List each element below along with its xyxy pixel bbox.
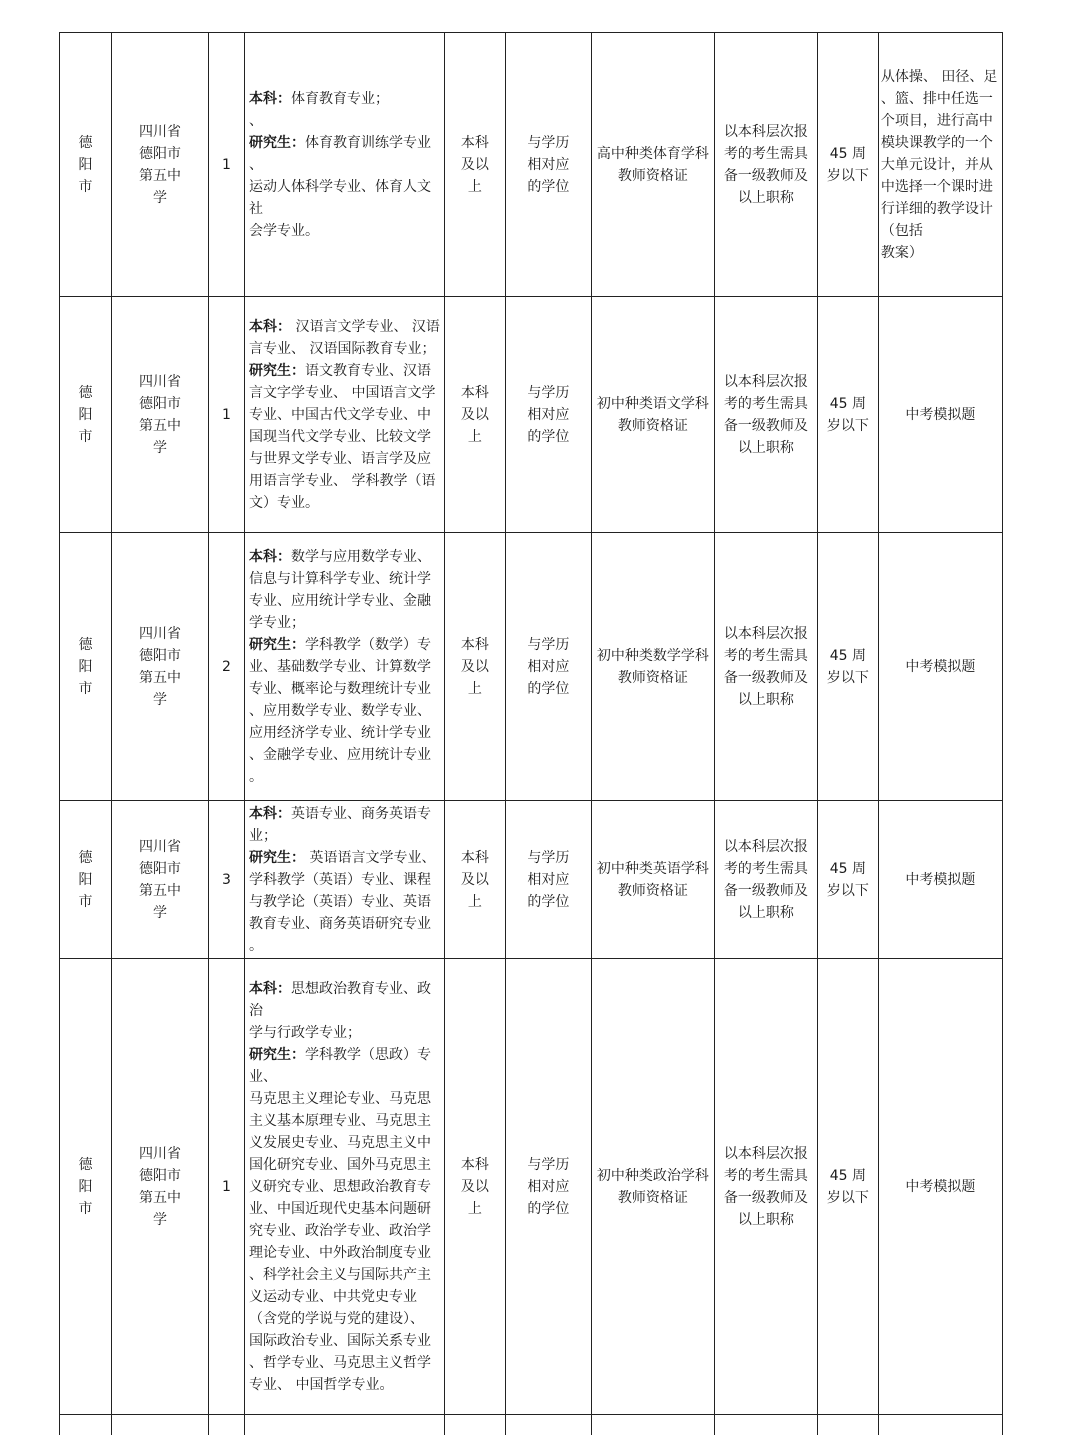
exam-method-cell <box>878 33 1002 297</box>
certificate-line: 教师资格证 <box>617 669 688 686</box>
certificate-line: 初中种类英语学科 <box>596 860 709 877</box>
school-cell <box>112 959 209 1415</box>
major-line: 义运动专业、中共党史专业 <box>249 1288 417 1305</box>
table-row <box>60 33 1003 297</box>
city-line: 阳 <box>78 871 93 888</box>
age-cell <box>817 297 878 533</box>
title-line: 以本科层次报 <box>723 838 808 855</box>
major-line: 言文字学专业、 中国语言文学 <box>249 384 436 401</box>
major-line: 、 <box>249 156 263 173</box>
major-line: 、金融学专业、应用统计专业 <box>249 746 431 763</box>
exam-method-cell <box>878 533 1002 801</box>
certificate-line: 初中种类数学学科 <box>596 647 709 664</box>
count-cell: 1 <box>209 297 245 533</box>
major-line: 学专业； <box>249 614 305 631</box>
education-line: 上 <box>467 1200 482 1217</box>
major-line: 主义基本原理专业、马克思主 <box>249 1112 431 1129</box>
major-line: 教育专业、商务英语研究专业 <box>249 915 431 932</box>
major-line: （含党的学说与党的建设）、 <box>249 1310 424 1327</box>
school-line: 第五中 <box>139 167 181 184</box>
certificate-cell <box>591 33 714 297</box>
method-line: 中考模拟题 <box>905 406 976 423</box>
degree-line: 的学位 <box>527 680 570 697</box>
education-cell <box>444 297 505 533</box>
degree-line: 的学位 <box>527 893 570 910</box>
method-line: 行详细的教学设计 <box>880 200 993 217</box>
school-line: 四川省 <box>139 373 181 390</box>
degree-line: 相对应 <box>527 1178 570 1195</box>
age-line: 45 周 <box>829 860 867 877</box>
major-line: 。 <box>249 768 263 785</box>
education-line: 上 <box>467 680 482 697</box>
method-line: （包括 <box>880 222 923 239</box>
school-line: 四川省 <box>139 123 181 140</box>
method-line: 从体操、 田径、足 <box>880 68 998 85</box>
school-line: 学 <box>153 1211 167 1228</box>
school-line: 德阳市 <box>139 395 181 412</box>
certificate-line: 初中种类语文学科 <box>596 395 709 412</box>
age-line: 岁以下 <box>826 167 869 184</box>
school-line: 德阳市 <box>139 145 181 162</box>
education-line: 本科 <box>460 849 489 866</box>
major-line: 本科：数学与应用数学专业、 <box>249 548 431 565</box>
school-line: 第五中 <box>139 417 181 434</box>
city-cell <box>60 533 112 801</box>
degree-line: 与学历 <box>527 1156 570 1173</box>
major-cell <box>245 297 445 533</box>
certificate-line: 教师资格证 <box>617 167 688 184</box>
school-line: 四川省 <box>139 625 181 642</box>
title-line: 备一级教师及 <box>723 669 808 686</box>
degree-line: 与学历 <box>527 849 570 866</box>
school-cell <box>112 533 209 801</box>
degree-line: 与学历 <box>527 384 570 401</box>
education-line: 及以 <box>460 658 489 675</box>
empty-cell <box>878 1415 1002 1436</box>
age-line: 岁以下 <box>826 417 869 434</box>
city-line: 德 <box>78 134 93 151</box>
school-line: 德阳市 <box>139 860 181 877</box>
count-cell: 2 <box>209 533 245 801</box>
major-line: 治 <box>249 1002 263 1019</box>
method-line: 模块课教学的一个 <box>880 134 993 151</box>
city-line: 市 <box>78 428 93 445</box>
major-line: 专业、 中国哲学专业。 <box>249 1376 394 1393</box>
major-line: 专业、概率论与数理统计专业 <box>249 680 431 697</box>
city-cell <box>60 959 112 1415</box>
major-line: 本科：思想政治教育专业、政 <box>249 980 431 997</box>
major-line: 研究生：学科教学（数学）专 <box>249 636 431 653</box>
title-line: 以上职称 <box>737 1211 794 1228</box>
title-line: 备一级教师及 <box>723 417 808 434</box>
major-level-label: 研究生： <box>249 362 305 379</box>
certificate-cell <box>591 533 714 801</box>
degree-line: 相对应 <box>527 406 570 423</box>
age-line: 45 周 <box>829 647 867 664</box>
age-line: 岁以下 <box>826 669 869 686</box>
degree-cell <box>505 533 591 801</box>
certificate-line: 教师资格证 <box>617 417 688 434</box>
major-level-label: 研究生： <box>249 636 305 653</box>
school-line: 德阳市 <box>139 1167 181 1184</box>
major-line: 、应用数学专业、数学专业、 <box>249 702 431 719</box>
certificate-line: 教师资格证 <box>617 1189 688 1206</box>
title-cell <box>714 533 817 801</box>
major-level-label: 本科： <box>249 548 291 565</box>
degree-line: 与学历 <box>527 636 570 653</box>
education-line: 及以 <box>460 1178 489 1195</box>
major-line: 研究生： 英语语言文学专业、 <box>249 849 436 866</box>
education-line: 及以 <box>460 156 489 173</box>
education-line: 及以 <box>460 871 489 888</box>
education-line: 本科 <box>460 134 489 151</box>
city-line: 德 <box>78 1156 93 1173</box>
education-line: 上 <box>467 893 482 910</box>
certificate-cell <box>591 297 714 533</box>
title-line: 以上职称 <box>737 439 794 456</box>
major-level-label: 研究生： <box>249 1046 305 1063</box>
exam-method-cell <box>878 959 1002 1415</box>
certificate-cell <box>591 801 714 959</box>
age-cell <box>817 33 878 297</box>
degree-cell <box>505 959 591 1415</box>
city-line: 德 <box>78 849 93 866</box>
city-line: 市 <box>78 1200 93 1217</box>
major-line: 研究生：学科教学（思政）专 <box>249 1046 431 1063</box>
major-line: 义研究专业、思想政治教育专 <box>249 1178 431 1195</box>
empty-cell <box>505 1415 591 1436</box>
major-cell <box>245 801 445 959</box>
degree-cell <box>505 33 591 297</box>
school-cell <box>112 801 209 959</box>
major-line: 研究生：体育教育训练学专业 <box>249 134 431 151</box>
major-line: 研究生：语文教育专业、汉语 <box>249 362 431 379</box>
recruitment-table <box>59 32 1003 1435</box>
school-line: 第五中 <box>139 1189 181 1206</box>
table-row <box>60 297 1003 533</box>
education-line: 本科 <box>460 636 489 653</box>
education-cell <box>444 533 505 801</box>
method-line: 中选择一个课时进 <box>880 178 993 195</box>
degree-cell <box>505 297 591 533</box>
empty-cell <box>245 1415 445 1436</box>
title-line: 考的考生需具 <box>723 647 808 664</box>
education-cell <box>444 959 505 1415</box>
city-line: 阳 <box>78 1178 93 1195</box>
education-line: 上 <box>467 428 482 445</box>
degree-line: 相对应 <box>527 658 570 675</box>
table-row-partial <box>60 1415 1003 1436</box>
title-line: 考的考生需具 <box>723 395 808 412</box>
certificate-cell <box>591 959 714 1415</box>
major-line: 义发展史专业、马克思主义中 <box>249 1134 431 1151</box>
education-line: 本科 <box>460 1156 489 1173</box>
title-line: 考的考生需具 <box>723 860 808 877</box>
major-line: 与教学论（英语）专业、英语 <box>249 893 431 910</box>
city-line: 德 <box>78 384 93 401</box>
major-line: 与世界文学专业、语言学及应 <box>249 450 431 467</box>
major-line: 文）专业。 <box>249 494 319 511</box>
education-cell <box>444 801 505 959</box>
major-line: 学与行政学专业； <box>249 1024 361 1041</box>
major-line: 国现当代文学专业、比较文学 <box>249 428 431 445</box>
title-line: 以本科层次报 <box>723 373 808 390</box>
major-level-label: 研究生： <box>249 849 305 866</box>
exam-method-cell <box>878 801 1002 959</box>
school-line: 德阳市 <box>139 647 181 664</box>
major-line: 、科学社会主义与国际共产主 <box>249 1266 431 1283</box>
empty-cell <box>209 1415 245 1436</box>
major-line: 国化研究专业、国外马克思主 <box>249 1156 431 1173</box>
title-line: 备一级教师及 <box>723 882 808 899</box>
empty-cell <box>444 1415 505 1436</box>
table-row <box>60 959 1003 1415</box>
major-line: 信息与计算科学专业、统计学 <box>249 570 431 587</box>
count-cell: 1 <box>209 33 245 297</box>
method-line: 中考模拟题 <box>905 658 976 675</box>
title-line: 备一级教师及 <box>723 1189 808 1206</box>
major-line: 。 <box>249 937 263 954</box>
age-line: 45 周 <box>829 1167 867 1184</box>
city-line: 德 <box>78 636 93 653</box>
age-cell <box>817 801 878 959</box>
major-line: 国际政治专业、国际关系专业 <box>249 1332 431 1349</box>
count-cell: 1 <box>209 959 245 1415</box>
title-line: 以上职称 <box>737 691 794 708</box>
method-line: 教案） <box>880 244 923 261</box>
major-cell <box>245 33 445 297</box>
title-line: 以上职称 <box>737 189 794 206</box>
major-line: 本科：体育教育专业； <box>249 90 389 107</box>
major-line: 专业、应用统计学专业、金融 <box>249 592 431 609</box>
degree-line: 的学位 <box>527 428 570 445</box>
title-line: 以本科层次报 <box>723 625 808 642</box>
empty-cell <box>60 1415 112 1436</box>
age-line: 45 周 <box>829 145 867 162</box>
major-line: 用语言学专业、 学科教学（语 <box>249 472 436 489</box>
title-line: 以本科层次报 <box>723 1145 808 1162</box>
age-line: 岁以下 <box>826 1189 869 1206</box>
title-line: 以本科层次报 <box>723 123 808 140</box>
city-line: 市 <box>78 178 93 195</box>
major-line: 理论专业、中外政治制度专业 <box>249 1244 431 1261</box>
major-line: 、 <box>249 112 263 129</box>
city-line: 阳 <box>78 658 93 675</box>
title-line: 考的考生需具 <box>723 145 808 162</box>
title-cell <box>714 297 817 533</box>
certificate-line: 教师资格证 <box>617 882 688 899</box>
major-level-label: 本科： <box>249 318 291 335</box>
major-line: 本科： 汉语言文学专业、 汉语 <box>249 318 440 335</box>
school-line: 第五中 <box>139 669 181 686</box>
school-line: 学 <box>153 439 167 456</box>
major-line: 学科教学（英语）专业、课程 <box>249 871 431 888</box>
major-level-label: 本科： <box>249 980 291 997</box>
degree-line: 相对应 <box>527 156 570 173</box>
city-line: 阳 <box>78 156 93 173</box>
certificate-line: 高中种类体育学科 <box>596 145 709 162</box>
empty-cell <box>817 1415 878 1436</box>
age-cell <box>817 533 878 801</box>
major-line: 本科：英语专业、商务英语专 <box>249 805 431 822</box>
degree-line: 的学位 <box>527 178 570 195</box>
major-cell <box>245 533 445 801</box>
title-line: 备一级教师及 <box>723 167 808 184</box>
city-cell <box>60 801 112 959</box>
method-line: 大单元设计，并从 <box>880 156 993 173</box>
major-line: 业、 <box>249 1068 277 1085</box>
degree-line: 与学历 <box>527 134 570 151</box>
method-line: 中考模拟题 <box>905 871 976 888</box>
education-line: 本科 <box>460 384 489 401</box>
city-line: 市 <box>78 680 93 697</box>
major-line: 究专业、政治学专业、政治学 <box>249 1222 431 1239</box>
empty-cell <box>591 1415 714 1436</box>
city-line: 阳 <box>78 406 93 423</box>
title-cell <box>714 801 817 959</box>
degree-line: 的学位 <box>527 1200 570 1217</box>
school-line: 学 <box>153 691 167 708</box>
city-cell <box>60 297 112 533</box>
school-line: 四川省 <box>139 1145 181 1162</box>
major-line: 应用经济学专业、统计学专业 <box>249 724 431 741</box>
method-line: 、篮、排中任选一 <box>880 90 993 107</box>
major-level-label: 本科： <box>249 805 291 822</box>
major-line: 运动人体科学专业、体育人文 <box>249 178 431 195</box>
school-cell <box>112 297 209 533</box>
age-line: 岁以下 <box>826 882 869 899</box>
major-level-label: 本科： <box>249 90 291 107</box>
table-row <box>60 801 1003 959</box>
school-line: 学 <box>153 904 167 921</box>
degree-line: 相对应 <box>527 871 570 888</box>
school-line: 第五中 <box>139 882 181 899</box>
major-line: 业； <box>249 827 277 844</box>
education-line: 及以 <box>460 406 489 423</box>
method-line: 个项目，进行高中 <box>880 112 993 129</box>
major-line: 专业、中国古代文学专业、中 <box>249 406 431 423</box>
age-cell <box>817 959 878 1415</box>
title-line: 考的考生需具 <box>723 1167 808 1184</box>
school-cell <box>112 33 209 297</box>
major-line: 业、中国近现代史基本问题研 <box>249 1200 431 1217</box>
school-line: 学 <box>153 189 167 206</box>
major-line: 言专业、 汉语国际教育专业； <box>249 340 436 357</box>
city-cell <box>60 33 112 297</box>
city-line: 市 <box>78 893 93 910</box>
exam-method-cell <box>878 297 1002 533</box>
certificate-line: 初中种类政治学科 <box>596 1167 709 1184</box>
major-line: 、哲学专业、马克思主义哲学 <box>249 1354 431 1371</box>
degree-cell <box>505 801 591 959</box>
count-cell: 3 <box>209 801 245 959</box>
major-line: 马克思主义理论专业、马克思 <box>249 1090 431 1107</box>
empty-cell <box>714 1415 817 1436</box>
major-cell <box>245 959 445 1415</box>
method-line: 中考模拟题 <box>905 1178 976 1195</box>
table-row <box>60 533 1003 801</box>
empty-cell <box>112 1415 209 1436</box>
major-line: 社 <box>249 200 263 217</box>
school-line: 四川省 <box>139 838 181 855</box>
education-cell <box>444 33 505 297</box>
age-line: 45 周 <box>829 395 867 412</box>
major-level-label: 研究生： <box>249 134 305 151</box>
education-line: 上 <box>467 178 482 195</box>
title-cell <box>714 959 817 1415</box>
major-line: 会学专业。 <box>249 222 319 239</box>
title-line: 以上职称 <box>737 904 794 921</box>
major-line: 业、基础数学专业、计算数学 <box>249 658 431 675</box>
title-cell <box>714 33 817 297</box>
